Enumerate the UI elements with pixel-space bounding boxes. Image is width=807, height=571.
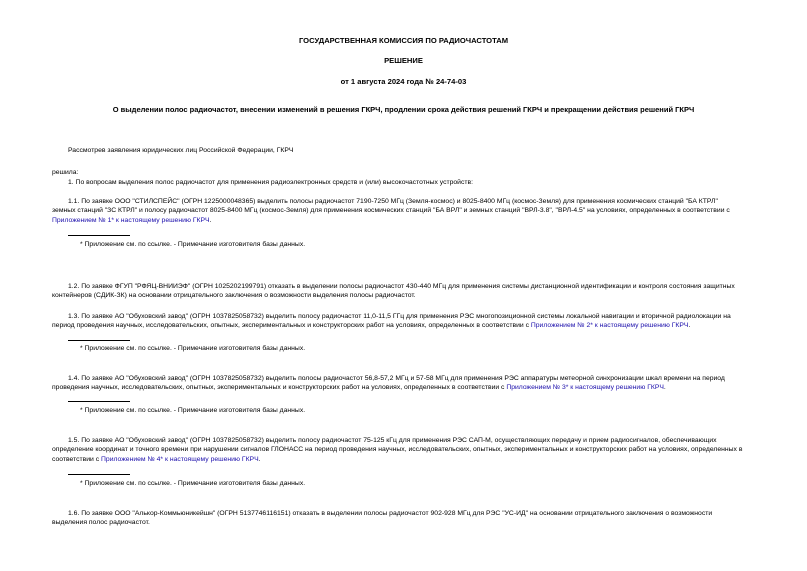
- commission-name: ГОСУДАРСТВЕННАЯ КОМИССИЯ ПО РАДИОЧАСТОТАМ: [298, 36, 509, 45]
- item-1-6-line-1: 1.6. По заявке ООО "Алькор-Коммьюникейшн" (ОГРН 5137746116151) отказать в выделении полосы радиочастот 902-928 МГц для РЭС "УС-ИД" на основании отрицательного заключения о возможности: [68, 510, 713, 517]
- item-1-6-line-2: выделения полос радиочастот.: [52, 519, 150, 527]
- footnote-divider: [68, 340, 130, 341]
- document-title: О выделении полос радиочастот, внесении изменений в решения ГКРЧ, продлении срока действия решений ГКРЧ и прекращении действия решений ГКРЧ: [112, 105, 695, 114]
- item-1-6: [52, 509, 803, 528]
- document-date-number: от 1 августа 2024 года № 24-74-03: [340, 77, 467, 86]
- item-1-4-line-1: 1.4. По заявке АО "Обуховский завод" (ОГРН 1037825058732) выделить полосы радиочастот 56,8-57,2 МГц и 57-58 МГц для применения РЭС аппаратуры метеорной синхронизации шкал времени на период: [68, 375, 725, 382]
- appendix-1-link[interactable]: Приложением № 1* к настоящему решению ГКРЧ: [52, 216, 210, 224]
- item-1-3: 1.3. По заявке АО "Обуховский завод" (ОГРН 1037825058732) выделить полосу радиочастот 11,0-11,5 ГГц для применения РЭС многопозиционной системы локальной навигации и вторичной радиолокации на период проведения научных, исследовательских, опытных, экспериментальных и конструкторских работ на условиях, определенных в соответствии с Приложением № 2* к настоящему решению ГКРЧ.: [68, 312, 803, 331]
- footnote-appendix-2: * Приложение см. по ссылке. - Примечание изготовителя базы данных.: [80, 345, 306, 352]
- item-1-3-line-1: 1.3. По заявке АО "Обуховский завод" (ОГРН 1037825058732) выделить полосу радиочастот 11,0-11,5 ГГц для применения РЭС многопозиционной системы локальной навигации и вторичной радиолокации на: [68, 313, 731, 320]
- item-1-1: 1.1. По заявке ООО "СТИЛСПЕЙС" (ОГРН 1225000048365) выделить полосы радиочастот 7190-7250 МГц (Земля-космос) и 8025-8400 МГц (космос-Земля) для применения космических станций "БА КТРЛ" земных станций "ЗС КТРЛ" и полосу радиочастот 8025-8400 МГц (космос-Земля) для применения космических станций "БА ВРЛ" и земных станций "ВРЛ-3.8", "ВРЛ-4.5" на условиях, определенных в соответствии с Приложением № 1* к настоящему решению ГКРЧ.: [68, 197, 803, 225]
- item-1-1-line-1: 1.1. По заявке ООО "СТИЛСПЕЙС" (ОГРН 1225000048365) выделить полосы радиочастот 7190-7250 МГц (Земля-космос) и 8025-8400 МГц (космос-Земля) для применения космических станций "БА КТРЛ": [68, 198, 718, 205]
- intro-decided: решила:: [52, 169, 79, 176]
- footnote-divider: [68, 235, 130, 236]
- appendix-4-link[interactable]: Приложением № 4* к настоящему решению ГКРЧ: [101, 455, 259, 463]
- item-1-2-line-2: контейнеров (СДИК-ЗК) на основании отрицательного заключения о возможности выделения полосы радиочастот.: [52, 292, 416, 300]
- footnote-divider: [68, 401, 130, 402]
- footnote-appendix-4: * Приложение см. по ссылке. - Примечание изготовителя базы данных.: [80, 480, 306, 487]
- intro-considered: Рассмотрев заявления юридических лиц Российской Федерации, ГКРЧ: [68, 147, 294, 154]
- item-1-5-line-1: 1.5. По заявке АО "Обуховский завод" (ОГРН 1037825058732) выделить полосу радиочастот 75-125 кГц для применения РЭС САП-М, осуществляющих передачу и прием радиосигналов, обеспечивающих: [68, 437, 717, 444]
- item-1-heading: 1. По вопросам выделения полос радиочастот для применения радиоэлектронных средств и (или) высокочастотных устройств:: [68, 179, 473, 186]
- item-1-2-line-1: 1.2. По заявке ФГУП "РФЯЦ-ВНИИЭФ" (ОГРН 1025202199791) отказать в выделении полосы радиочастот 430-440 МГц для применения системы дистанционной идентификации и контроля состояния защитных: [68, 283, 735, 290]
- item-1-2: [52, 282, 803, 301]
- item-1-4: 1.4. По заявке АО "Обуховский завод" (ОГРН 1037825058732) выделить полосы радиочастот 56,8-57,2 МГц и 57-58 МГц для применения РЭС аппаратуры метеорной синхронизации шкал времени на период проведения научных, исследовательских, опытных, экспериментальных и конструкторских работ на условиях, определенных в соответствии с Приложением № 3* к настоящему решению ГКРЧ.: [68, 374, 803, 393]
- item-1-5: 1.5. По заявке АО "Обуховский завод" (ОГРН 1037825058732) выделить полосу радиочастот 75-125 кГц для применения РЭС САП-М, осуществляющих передачу и прием радиосигналов, обеспечивающих определение координат и точного времени при нарушении сигналов ГЛОНАСС на период проведения научных, исследовательских, опытных, экспериментальных и конструкторских работ на условиях, определенных в соответствии с Приложением № 4* к настоящему решению ГКРЧ.: [68, 436, 803, 464]
- appendix-3-link[interactable]: Приложением № 3* к настоящему решению ГКРЧ: [506, 384, 664, 392]
- footnote-divider: [68, 474, 130, 475]
- footnote-appendix-3: * Приложение см. по ссылке. - Примечание изготовителя базы данных.: [80, 407, 306, 414]
- footnote-appendix-1: * Приложение см. по ссылке. - Примечание изготовителя базы данных.: [80, 241, 306, 248]
- document-type: РЕШЕНИЕ: [384, 56, 423, 65]
- item-1-1-line-2: земных станций "ЗС КТРЛ" и полосу радиочастот 8025-8400 МГц (космос-Земля) для применения космических станций "БА ВРЛ" и земных станций "ВРЛ-3.8", "ВРЛ-4.5" на условиях, определенных в соответствии с: [52, 207, 730, 215]
- appendix-2-link[interactable]: Приложением № 2* к настоящему решению ГКРЧ: [530, 322, 689, 330]
- item-1-5-line-2: определение координат и точного времени при нарушении сигналов ГЛОНАСС на период проведения научных, исследовательских, опытных, экспериментальных и конструкторских работ на условиях, определенных в: [52, 446, 743, 454]
